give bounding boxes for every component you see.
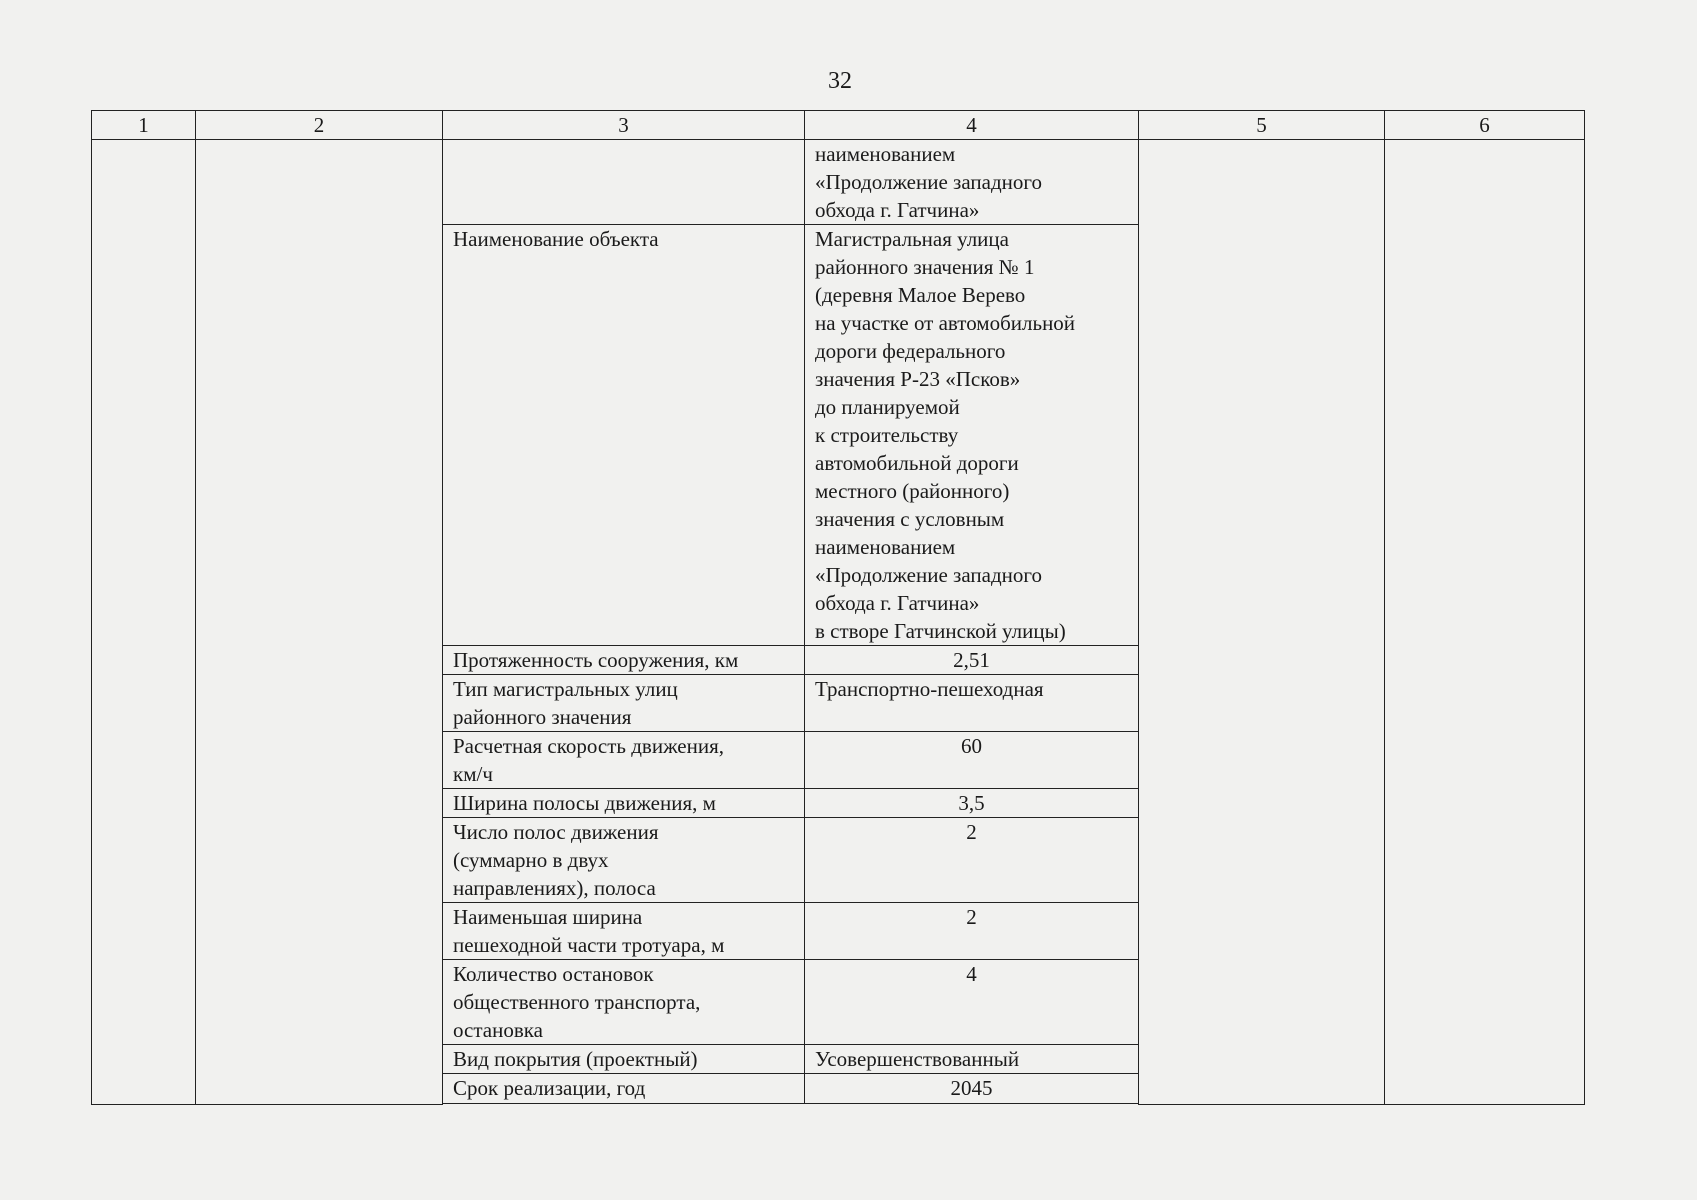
page-number: 32 [828,68,852,94]
param-cell: Наименование объекта [443,225,805,646]
column-header: 6 [1385,111,1585,140]
col2-cell [196,140,443,1105]
param-cell: Срок реализации, год [443,1074,805,1104]
col6-cell [1385,140,1585,1105]
value-cell: 2 [805,818,1139,903]
object-parameters-table [91,110,1585,1105]
value-cell: 2 [805,903,1139,960]
value-cell: Транспортно-пешеходная [805,675,1139,732]
value-cell: наименованием «Продолжение западного обхода г. Гатчина» [805,140,1139,225]
param-cell: Наименьшая ширина пешеходной части тротуара, м [443,903,805,960]
param-cell: Расчетная скорость движения, км/ч [443,732,805,789]
param-cell: Протяженность сооружения, км [443,646,805,675]
column-header: 2 [196,111,443,140]
column-header: 5 [1139,111,1385,140]
column-header: 4 [805,111,1139,140]
filler-cell [805,1104,1139,1105]
value-cell: 60 [805,732,1139,789]
column-header: 3 [443,111,805,140]
value-cell: Усовершенствованный [805,1045,1139,1074]
col5-cell [1139,140,1385,1105]
value-cell: 4 [805,960,1139,1045]
column-header: 1 [92,111,196,140]
value-cell: Магистральная улица районного значения № 1 (деревня Малое Верево на участке от автомобильной дороги федерального значения Р-23 «Псков» до планируемой к строительству автомобильной дороги местного (районного) значения с условным наименованием «Продолжение западного обхода г. Гатчина» в створе Гатчинской улицы) [805,225,1139,646]
table-header-row [92,111,1585,140]
table-row [92,140,1585,225]
value-cell: 2045 [805,1074,1139,1104]
filler-cell [443,1104,805,1105]
col1-cell [92,140,196,1105]
value-cell: 3,5 [805,789,1139,818]
param-cell: Вид покрытия (проектный) [443,1045,805,1074]
param-cell: Число полос движения (суммарно в двух направлениях), полоса [443,818,805,903]
param-cell: Ширина полосы движения, м [443,789,805,818]
value-cell: 2,51 [805,646,1139,675]
param-cell: Тип магистральных улиц районного значения [443,675,805,732]
param-cell: Количество остановок общественного транспорта, остановка [443,960,805,1045]
param-cell [443,140,805,225]
